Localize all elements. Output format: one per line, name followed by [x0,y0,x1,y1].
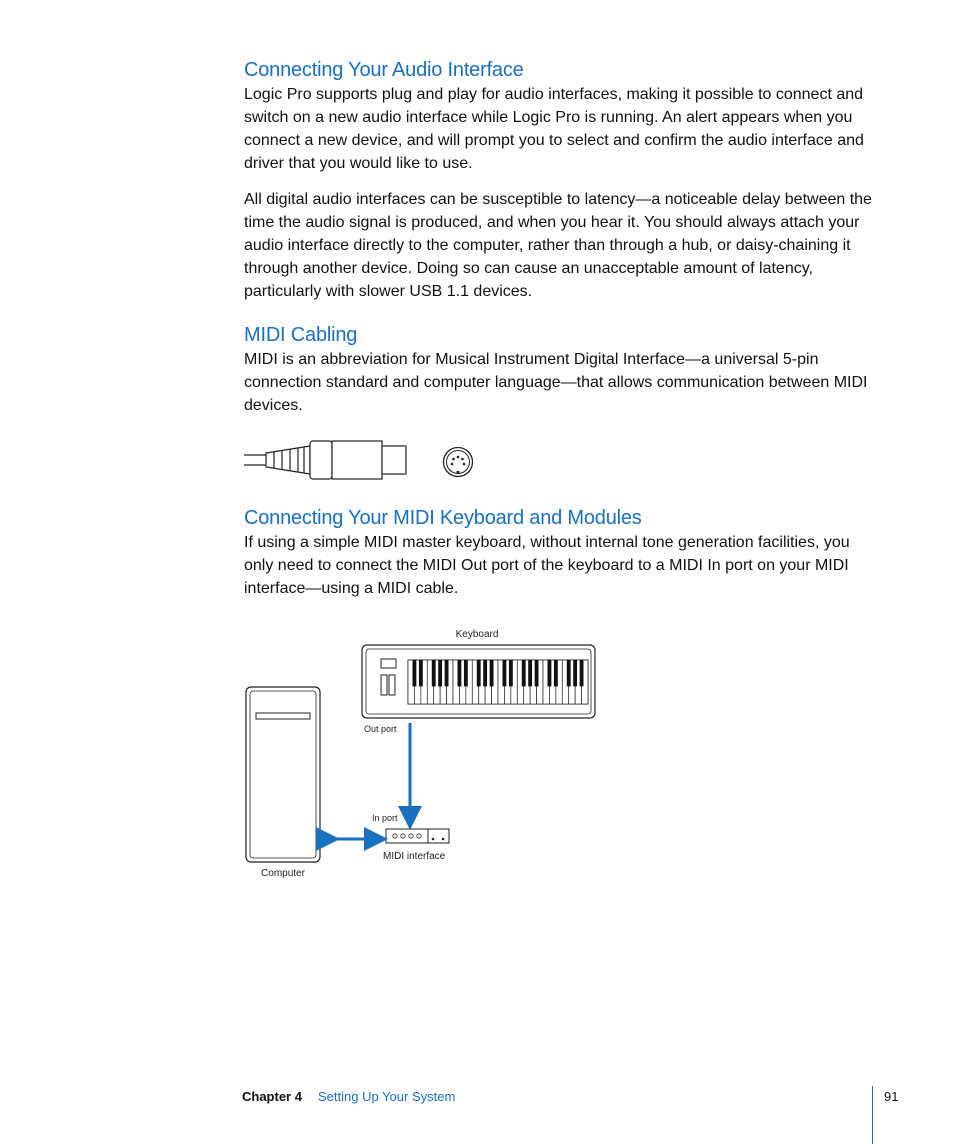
section-heading-midi-cabling: MIDI Cabling [244,324,358,346]
midi-connection-diagram [236,620,606,885]
black-key [490,660,494,686]
midi-interface-label: MIDI interface [383,851,446,862]
black-key [483,660,487,686]
black-key [567,660,571,686]
paragraph-audio-1: Logic Pro supports plug and play for audio interfaces, making it possible to connect and switch on a new audio interface while Logic Pro is running. An alert appears when you connect a new device, and will prompt you to select and confirm the audio interface and driver that you would like to use. [244,86,864,172]
black-key [580,660,584,686]
in-port-label: In port [372,813,398,823]
paragraph-midi-keyboard: If using a simple MIDI master keyboard, without internal tone generation facilities, you only need to connect the MIDI Out port of the keyboard to a MIDI In port on your MIDI interface—using a MIDI cable. [244,534,850,597]
black-key [438,660,442,686]
midi-cable-illustration [244,436,484,484]
section-heading-midi-keyboard: Connecting Your MIDI Keyboard and Modules [244,507,642,529]
page-content-midi-keyboard [244,505,874,600]
section-heading-audio-interface: Connecting Your Audio Interface [244,59,524,81]
midi-interface-device [386,829,449,843]
black-key [509,660,513,686]
black-key [573,660,577,686]
black-key [413,660,417,686]
black-key [535,660,539,686]
footer-page-number: 91 [884,1089,899,1104]
footer-chapter: Chapter 4 [242,1089,302,1104]
computer-label: Computer [261,868,305,879]
footer-divider [872,1086,873,1144]
paragraph-audio-2: All digital audio interfaces can be susceptible to latency—a noticeable delay between the time the audio signal is produced, and when you hear it. You should always attach your audio interface directly to the computer, rather than through a hub, or daisy-chaining it through another device. Doing so can cause an unacceptable amount of latency, particularly with slower USB 1.1 devices. [244,191,872,300]
midi-plug-side-view [244,441,406,479]
footer-chapter-title: Setting Up Your System [318,1089,456,1104]
black-key [432,660,436,686]
black-key [477,660,481,686]
midi-connector-front-view [444,448,473,477]
black-key [503,660,507,686]
black-key [528,660,532,686]
paragraph-midi-cabling: MIDI is an abbreviation for Musical Instrument Digital Interface—a universal 5-pin connection standard and computer language—that allows communication between MIDI devices. [244,351,868,414]
page-content [244,57,874,417]
black-key [458,660,462,686]
black-key [554,660,558,686]
black-key [464,660,468,686]
keyboard-device [362,645,595,718]
keyboard-label: Keyboard [455,629,499,640]
black-key [548,660,552,686]
out-port-label: Out port [364,724,397,734]
black-key [419,660,423,686]
computer-tower [246,687,320,862]
black-key [522,660,526,686]
black-key [445,660,449,686]
